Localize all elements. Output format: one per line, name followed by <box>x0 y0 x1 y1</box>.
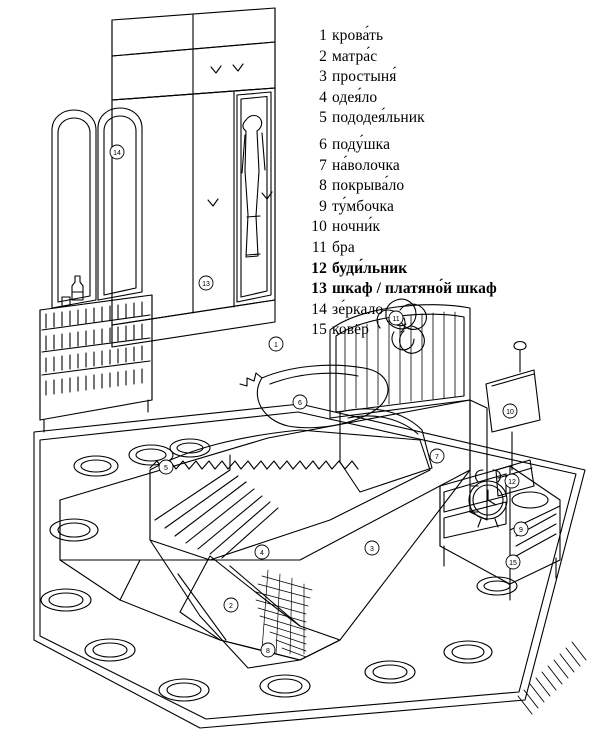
legend-item <box>310 217 600 238</box>
svg-text:12: 12 <box>508 479 516 486</box>
legend-label: крова́ть <box>332 27 384 44</box>
legend-label: матра́с <box>332 47 378 65</box>
legend-list <box>310 26 600 341</box>
legend-item <box>310 88 600 109</box>
legend-label: пододея́льник <box>332 109 425 127</box>
legend-number: 9 <box>319 197 327 215</box>
legend-item <box>310 238 600 259</box>
svg-text:1: 1 <box>274 342 278 349</box>
legend-number: 14 <box>311 300 327 318</box>
legend-number: 12 <box>311 259 327 277</box>
legend-item <box>310 279 600 300</box>
legend-item <box>310 156 600 177</box>
legend-item <box>310 26 600 47</box>
svg-text:5: 5 <box>164 465 168 472</box>
legend-label: ту́мбочка <box>332 197 394 215</box>
legend-item <box>310 67 600 88</box>
legend-number: 15 <box>311 321 327 339</box>
legend-label: бра <box>332 238 355 256</box>
legend-number: 1 <box>319 27 327 44</box>
legend-label: буди́льник <box>332 259 408 277</box>
legend-number: 3 <box>319 68 327 86</box>
svg-text:15: 15 <box>509 560 517 567</box>
svg-text:3: 3 <box>370 546 374 553</box>
legend-item <box>310 176 600 197</box>
legend-label: одея́ло <box>332 88 378 106</box>
legend-label: зе́ркало <box>332 300 384 318</box>
legend-number: 2 <box>319 47 327 65</box>
legend-item <box>310 135 600 156</box>
legend-label: шкаф / платяно́й шкаф <box>332 280 497 298</box>
legend-label: ковёр <box>332 321 369 339</box>
svg-text:7: 7 <box>435 454 439 461</box>
legend-number: 8 <box>319 177 327 195</box>
legend-label: простыня́ <box>332 68 397 86</box>
svg-text:14: 14 <box>113 150 121 157</box>
legend-number: 6 <box>319 135 327 153</box>
legend-item <box>310 259 600 280</box>
legend-number: 4 <box>319 88 327 106</box>
svg-text:6: 6 <box>298 400 302 407</box>
legend-label: на́волочка <box>332 156 400 174</box>
legend-item <box>310 300 600 321</box>
legend-label: покрыва́ло <box>332 177 405 195</box>
legend-number: 5 <box>319 109 327 127</box>
svg-text:10: 10 <box>506 409 514 416</box>
legend-number: 11 <box>311 238 327 256</box>
legend-item <box>310 320 600 341</box>
svg-text:2: 2 <box>229 603 233 610</box>
legend-item <box>310 47 600 68</box>
legend-label: ночни́к <box>332 218 381 236</box>
svg-text:8: 8 <box>266 648 270 655</box>
legend-number: 7 <box>319 156 327 174</box>
legend-item <box>310 197 600 218</box>
legend-item <box>310 108 600 129</box>
svg-text:9: 9 <box>519 527 523 534</box>
legend-number: 10 <box>311 218 327 236</box>
svg-text:11: 11 <box>392 316 400 323</box>
svg-text:4: 4 <box>260 550 264 557</box>
legend-number: 13 <box>311 280 327 298</box>
legend-label: поду́шка <box>332 135 391 153</box>
svg-text:13: 13 <box>202 281 210 288</box>
